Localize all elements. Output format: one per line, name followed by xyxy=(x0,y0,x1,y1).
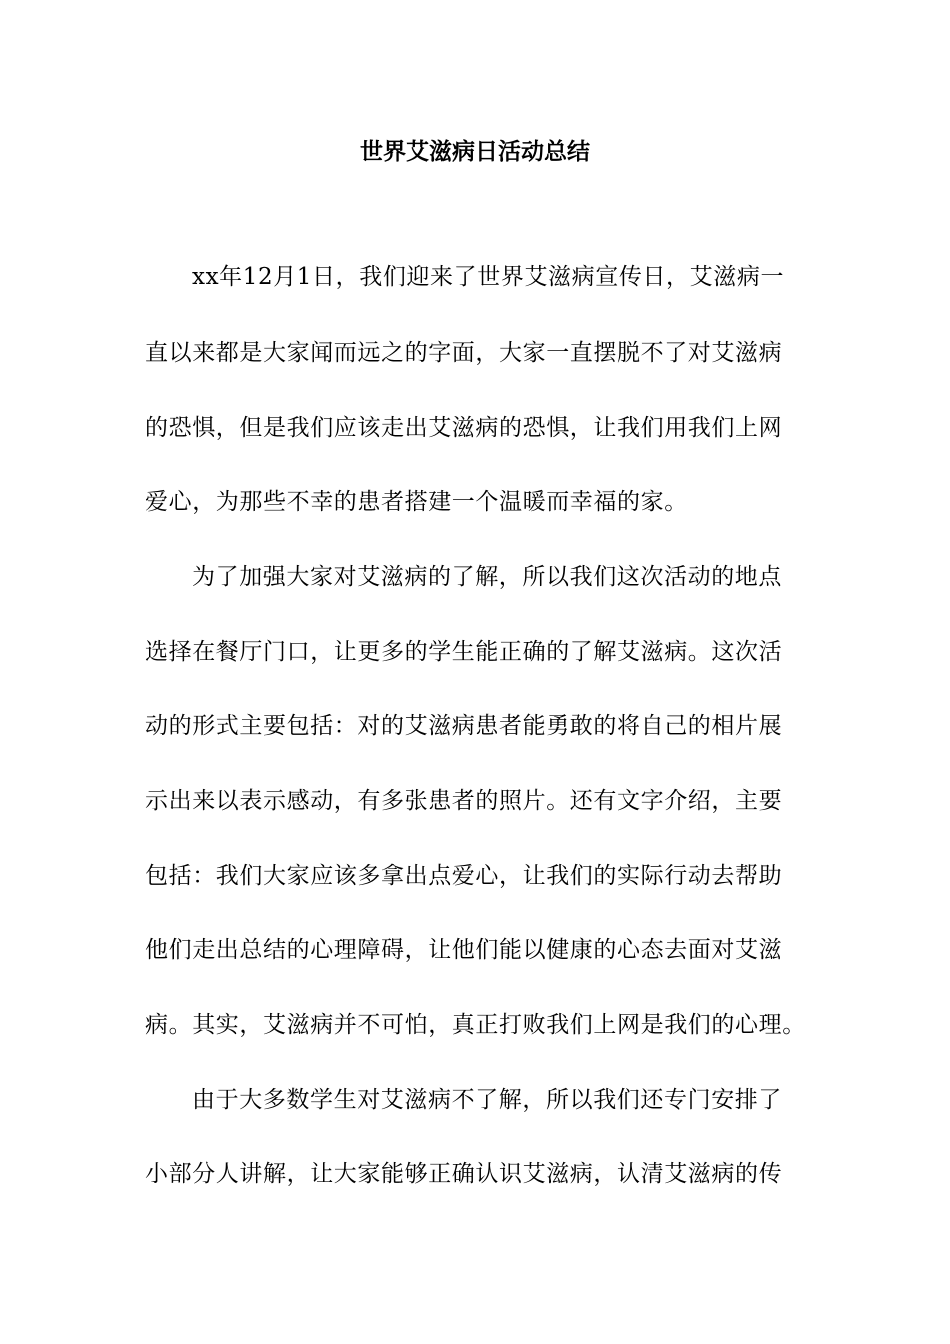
paragraph-1-line-1: xx年12月1日，我们迎来了世界艾滋病宣传日，艾滋病一 xyxy=(192,264,785,290)
paragraph-2-line-5: 包括：我们大家应该多拿出点爱心，让我们的实际行动去帮助 xyxy=(145,863,783,889)
document-title: 世界艾滋病日活动总结 xyxy=(360,138,590,165)
paragraph-2-line-3: 动的形式主要包括：对的艾滋病患者能勇敢的将自己的相片展 xyxy=(145,713,783,739)
paragraph-1-line-3: 的恐惧，但是我们应该走出艾滋病的恐惧，让我们用我们上网 xyxy=(145,415,783,441)
paragraph-2-line-1: 为了加强大家对艾滋病的了解，所以我们这次活动的地点 xyxy=(192,564,782,590)
paragraph-2-line-7: 病。其实，艾滋病并不可怕，真正打败我们上网是我们的心理。 xyxy=(145,1012,806,1038)
paragraph-3-line-1: 由于大多数学生对艾滋病不了解，所以我们还专门安排了 xyxy=(192,1087,782,1113)
paragraph-3-line-2: 小部分人讲解，让大家能够正确认识艾滋病，认清艾滋病的传 xyxy=(145,1161,783,1187)
paragraph-2-line-4: 示出来以表示感动，有多张患者的照片。还有文字介绍，主要 xyxy=(145,788,783,814)
paragraph-1-line-2: 直以来都是大家闻而远之的字面，大家一直摆脱不了对艾滋病 xyxy=(145,340,783,366)
paragraph-1-line-4: 爱心，为那些不幸的患者搭建一个温暖而幸福的家。 xyxy=(145,489,688,515)
paragraph-2-line-6: 他们走出总结的心理障碍，让他们能以健康的心态去面对艾滋 xyxy=(145,937,783,963)
paragraph-2-line-2: 选择在餐厅门口，让更多的学生能正确的了解艾滋病。这次活 xyxy=(145,639,783,665)
